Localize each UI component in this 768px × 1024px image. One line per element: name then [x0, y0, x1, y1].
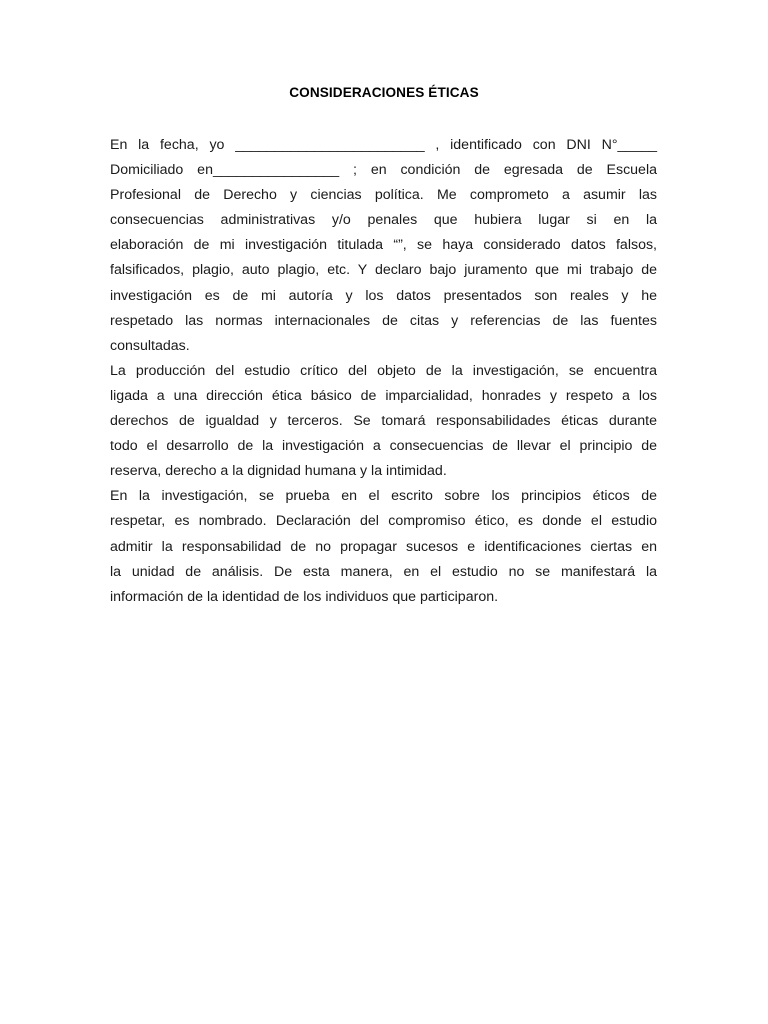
text-line: consecuencias administrativas y/o penales que hubiera lugar si en la: [110, 212, 657, 229]
text-line: información de la identidad de los individuos que participaron.: [110, 588, 499, 605]
text-line: Profesional de Derecho y ciencias política. Me comprometo a asumir las: [110, 187, 657, 204]
document-body: [110, 133, 657, 610]
text-line: falsificados, plagio, auto plagio, etc. Y declaro bajo juramento que mi trabajo de: [110, 262, 657, 279]
text-line: En la fecha, yo ________________________ , identificado con DNI N°_____: [110, 137, 657, 153]
text-line: admitir la responsabilidad de no propagar sucesos e identificaciones ciertas en: [110, 538, 657, 555]
text-line: respetar, es nombrado. Declaración del compromiso ético, es donde el estudio: [110, 513, 657, 530]
text-line: investigación es de mi autoría y los datos presentados son reales y he: [110, 287, 657, 304]
text-line: consultadas.: [110, 337, 190, 354]
text-line: ligada a una dirección ética básico de imparcialidad, honrades y respeto a los: [110, 387, 657, 404]
text-line: Domiciliado en________________ ; en condición de egresada de Escuela: [110, 162, 657, 179]
text-line: reserva, derecho a la dignidad humana y la intimidad.: [110, 463, 447, 480]
paragraph-declaration: [110, 133, 657, 359]
text-line: respetado las normas internacionales de citas y referencias de las fuentes: [110, 312, 657, 329]
text-line: derechos de igualdad y terceros. Se tomará responsabilidades éticas durante: [110, 413, 657, 430]
text-line: todo el desarrollo de la investigación a consecuencias de llevar el principio de: [110, 438, 657, 455]
paragraph-ethical-direction: [110, 359, 657, 484]
text-line: la unidad de análisis. De esta manera, en el estudio no se manifestará la: [110, 563, 657, 580]
document-title: CONSIDERACIONES ÉTICAS: [289, 85, 479, 100]
paragraph-ethical-principles: [110, 484, 657, 609]
text-line: En la investigación, se prueba en el escrito sobre los principios éticos de: [110, 488, 657, 505]
text-line: La producción del estudio crítico del objeto de la investigación, se encuentra: [110, 362, 657, 379]
text-line: elaboración de mi investigación titulada “”, se haya considerado datos falsos,: [110, 237, 657, 254]
